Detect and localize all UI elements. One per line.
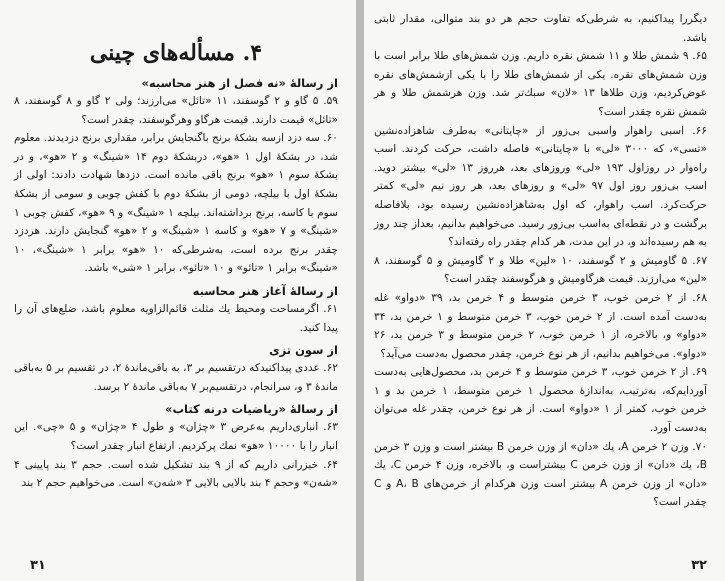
problem-paragraph: ۵۹. ۵ گاو و ۲ گوسفند، ۱۱ «تائل» می‌ارزند؛ ولی ۲ گاو و ۸ گوسفند، ۸ «تائل» قیمت دارند. قیمت هرگاو وهرگوسفند، چقدر است؟: [14, 95, 338, 126]
problem-paragraph: ۶۸. از ۲ خرمن خوب، ۳ خرمن متوسط و ۴ خرمن بد، ۳۹ «دواو» غله به‌دست آمده است. از ۲ خرمن خوب، ۳ خرمن متوسط و ۱ خرمن بد، ۳۴ «دواو» و، بالاخره، از ۱ خرمن خوب، ۲ خرمن متوسط و ۳ خرمن بد، ۲۶ «دواو». می‌خواهیم بدانیم، از هر نوع خرمن، چقدر محصول به‌دست می‌آید؟: [374, 291, 707, 360]
book-gutter: [356, 0, 364, 581]
problem-paragraph: ۶۷. ۵ گاومیش و ۲ گوسفند، ۱۰ «لین» طلا و ۲ گاومیش و ۵ گوسفند، ۸ «لین» می‌ارزند. قیمت هرگاومیش و هرگوسفند چقدر است؟: [374, 254, 707, 286]
page-number: ۳۲: [691, 558, 707, 573]
chapter-title: ۴. مسأله‌های چینی: [89, 40, 263, 66]
problem-paragraph: ۶۴. خیزرانی داریم که از ۹ بند تشکیل شده است. حجم ۳ بند پایینی ۴ «شه‌ن» وحجم ۴ بند بالایی بالایی ۳ «شه‌ن» است. می‌خواهیم حجم ۲ بند: [14, 458, 338, 490]
problem-paragraph: ۶۹. از ۲ خرمن خوب، ۳ خرمن متوسط و ۴ خرمن بد، محصول‌هایی به‌دست آوردایم‌که، به‌ترتیب، به‌اندازهٔ محصول ۱ خرمن متوسط، ۱ خرمن بد و ۱ خرمن خوب، کمتر از ۱ «دواو» است. از هر نوع خرمن، چقدر غله می‌توان به‌دست آورد.: [374, 366, 707, 435]
problem-paragraph: ۶۵. ۹ شمش طلا و ۱۱ شمش نقره داریم. وزن شمش‌های طلا برابر است با وزن شمش‌های نقره. یکی از شمش‌های طلا را با یکی ازشمش‌های نقره عوض‌کردیم، وزن طلاها ۱۳ «لان» سبك‌تر شد. وزن هرشمش طلا و هر شمش نقره چقدر است؟: [374, 50, 707, 118]
problem-paragraph: ۶۶. اسبی راهوار واسبی بی‌زور از «چایتانی» به‌طرف شاهزاده‌نشین «تسی»، که ۳۰۰۰ «لی» با «چایتانی» فاصله داشت، حرکت کردند. اسب راه‌وار در روزاول ۱۹۳ «لی» وروزهای بعد، هرروز ۱۳ «لی» بیشتر دوید. اسب بی‌زور روز اول ۹۷ «لی» و روزهای بعد، هر روز نیم «لی» کمتر حرکت‌کرد. اسب راهوار، که اول به‌شاهزاده‌نشین رسیده بود، بلافاصله برگشت و در نقطه‌ای به‌اسب بی‌زور رسید. می‌خواهیم بدانیم، بعداز چند روز به هم رسیده‌اند و، در این مدت، هر کدام چقدر راه رفته‌اند؟: [374, 124, 707, 249]
section-heading: از سون تزی: [269, 343, 338, 358]
problem-paragraph: ۶۱. اگرمساحت ومحیط یك مثلث قائم‌الزاویه معلوم باشد، ضلع‌های آن را پیدا کنید.: [14, 302, 338, 334]
problem-paragraph: ۶۰. سه دزد ازسه بشکهٔ برنج باگنجایش برابر، مقداری برنج دزدیدند. معلوم شد، در بشکهٔ اول ۱ «هو»، دربشکهٔ دوم ۱۴ «شینگ» و ۲ «هو»، و در بشکهٔ سوم ۱ «هو» برنج باقی مانده است. دزدها شهادت دادند: اولی از بشکهٔ اول با بیلچه، دومی از بشکهٔ دوم با کفش چوبی و سومی از بشکهٔ سوم با کاسه، برنج برداشته‌اند. بیلچه ۱ «شینگ» و ۹ «هو»، کفش چوبی ۱ «شینگ» و ۷ «هو» و کاسه ۱ «شینگ» و ۲ «هو» گنجایش دارند. هردزد چقدر برنج برده است، به‌شرطی‌که ۱۰ «هو» برابر ۱ «شینگ»، ۱۰ «شینگ» برابر ۱ «تائو» و ۱۰ «تائو»، برابر ۱ «شی» باشد.: [14, 132, 339, 275]
section-heading: از رسالهٔ «ریاضیات درنه کتاب»: [165, 402, 338, 417]
section-heading: از رسالهٔ آغاز هنر محاسبه: [192, 283, 338, 298]
section-heading: از رسالهٔ «نه فصل از هنر محاسبه»: [141, 76, 338, 90]
problem-paragraph: ۶۳. انباری‌داریم به‌عرض ۳ «چژان» و طول ۴ «چژان» و ۵ «چی». این انبار را با ۱۰۰۰۰ «هو» نمك پرکردیم. ارتفاع انبار چقدر است؟: [14, 421, 338, 452]
problem-paragraph: دیگررا پیداکنیم، به شرطی‌که تفاوت حجم هر دو بند متوالی، مقدار ثابتی باشد.: [374, 13, 707, 44]
page-number: ۳۱: [30, 558, 46, 573]
left-page: [0, 0, 356, 581]
problem-paragraph: ۷۰. وزن ۲ خرمن A، یك «دان» از وزن خرمن B بیشتر است و وزن ۳ خرمن B، یك «دان» از وزن خرمن C بیشتراست و، بالاخره، وزن ۴ خرمن C، یك «دان» از وزن خرمن A بیشتر است وزن هرکدام از خرمن‌های A، B و C چقدر است؟: [374, 440, 708, 509]
problem-paragraph: ۶۲. عددی پیداکنیدکه درتقسیم بر ۳، به باقی‌ماندهٔ ۲، در تقسیم بر ۵ به‌باقی ماندهٔ ۳ و، سرانجام، درتقسیم‌بر ۷ به‌باقی ماندهٔ ۲ برسد.: [14, 362, 338, 393]
right-page: [364, 0, 725, 581]
